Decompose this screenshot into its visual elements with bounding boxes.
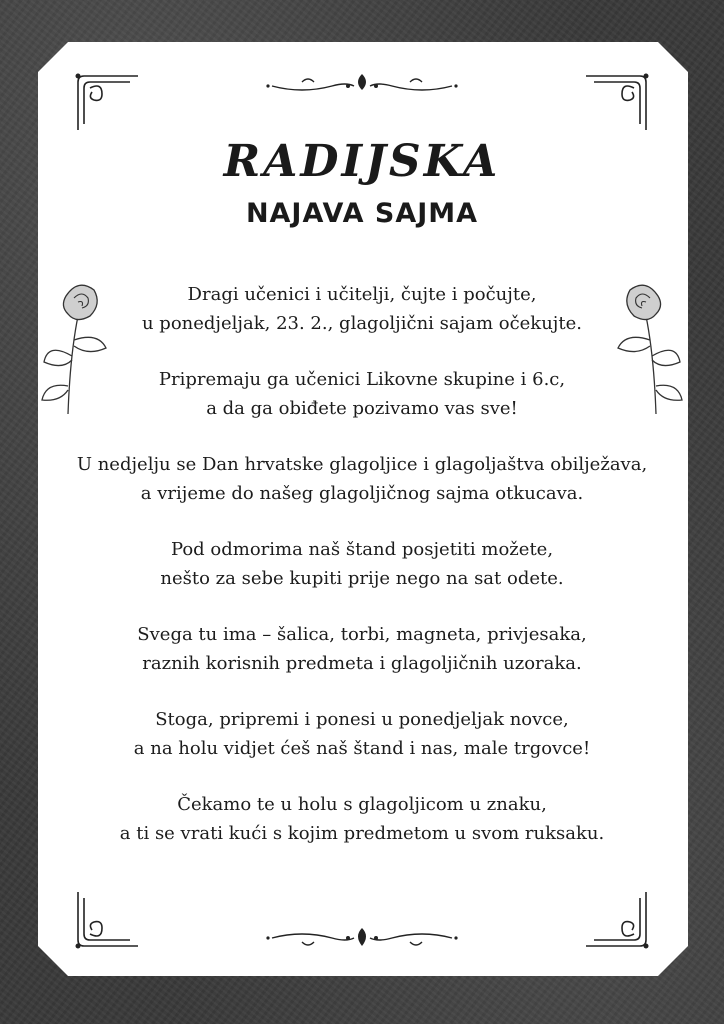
poem-line: a da ga obiđete pozivamo vas sve! bbox=[206, 398, 518, 419]
stanza bbox=[60, 280, 664, 338]
poem-line: a na holu vidjet ćeš naš štand i nas, male trgovce! bbox=[133, 738, 591, 759]
stanza bbox=[60, 620, 664, 678]
poem-line: u ponedjeljak, 23. 2., glagoljični sajam očekujte. bbox=[141, 313, 582, 334]
divider-flourish-icon bbox=[262, 926, 462, 954]
corner-flourish-icon bbox=[72, 72, 142, 132]
poem-line: Pod odmorima naš štand posjetiti možete, bbox=[170, 539, 554, 560]
poem-line: Čekamo te u holu s glagoljicom u znaku, bbox=[177, 794, 547, 815]
corner-flourish-icon bbox=[582, 890, 652, 950]
divider-flourish-icon bbox=[262, 70, 462, 98]
poem-line: Stoga, pripremi i ponesi u ponedjeljak novce, bbox=[155, 709, 569, 730]
poster-title: RADIJSKA bbox=[223, 136, 501, 187]
poem-line: raznih korisnih predmeta i glagoljičnih uzoraka. bbox=[142, 653, 582, 674]
poster-subtitle: NAJAVA SAJMA bbox=[245, 198, 479, 229]
stanza bbox=[60, 705, 664, 763]
poem-line: Pripremaju ga učenici Likovne skupine i 6.c, bbox=[158, 369, 566, 390]
poem-line: nešto za sebe kupiti prije nego na sat odete. bbox=[160, 568, 564, 589]
corner-flourish-icon bbox=[582, 72, 652, 132]
stanza bbox=[60, 365, 664, 423]
stanza bbox=[60, 790, 664, 848]
poem-line: a vrijeme do našeg glagoljičnog sajma otkucava. bbox=[140, 483, 584, 504]
poem-line: U nedjelju se Dan hrvatske glagoljice i glagoljaštva obilježava, bbox=[76, 454, 648, 475]
corner-flourish-icon bbox=[72, 890, 142, 950]
poem-line: Dragi učenici i učitelji, čujte i počujte, bbox=[187, 284, 537, 305]
stanza bbox=[60, 450, 664, 508]
stanza bbox=[60, 535, 664, 593]
poem bbox=[60, 280, 664, 875]
poem-line: a ti se vrati kući s kojim predmetom u svom ruksaku. bbox=[119, 823, 605, 844]
poem-line: Svega tu ima – šalica, torbi, magneta, privjesaka, bbox=[137, 624, 587, 645]
